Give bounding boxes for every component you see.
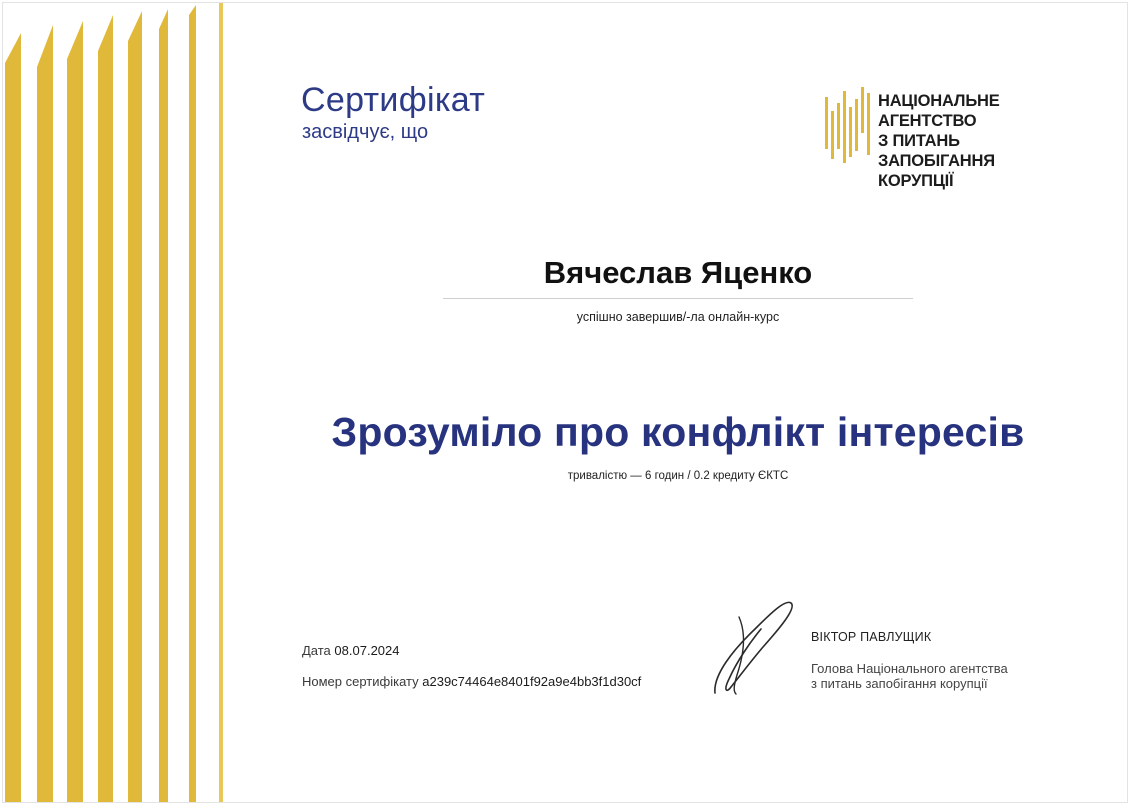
nazk-logo: [823, 85, 1063, 190]
certificate-frame: [2, 2, 1128, 803]
nazk-logo-text: [878, 91, 1063, 191]
stripe-5: [128, 11, 142, 803]
logo-text-line-2: З ПИТАНЬ ЗАПОБІГАННЯ: [878, 132, 995, 170]
logo-text-line-3: КОРУПЦІЇ: [878, 172, 954, 190]
completed-text: успішно завершив/-ла онлайн-курс: [576, 310, 780, 324]
stripe-1: [5, 33, 21, 803]
recipient-name: Вячеслав Яценко: [543, 255, 813, 290]
nazk-logo-mark-icon: [823, 85, 873, 167]
date-label: Дата: [302, 643, 331, 658]
signature-image: [703, 595, 803, 700]
stripe-line: [219, 3, 223, 803]
stripe-3: [67, 21, 83, 803]
course-title: Зрозуміло про конфлікт інтересів: [331, 409, 1025, 455]
certificate-subtitle: засвідчує, що: [302, 121, 429, 143]
date-value: 08.07.2024: [334, 643, 400, 658]
number-label: Номер сертифікату: [302, 674, 419, 689]
name-underline: [443, 298, 913, 299]
signer-role: [811, 661, 1061, 691]
signer-role-line-1: Голова Національного агентства: [811, 661, 1008, 676]
issue-date: [302, 643, 400, 658]
signer-role-line-2: з питань запобігання корупції: [811, 676, 988, 691]
certificate-title: Сертифікат: [301, 81, 486, 119]
stripe-2: [37, 25, 53, 803]
signer-name: ВІКТОР ПАВЛУЩИК: [811, 630, 932, 644]
stripe-4: [98, 15, 113, 803]
number-value: a239c74464e8401f92a9e4bb3f1d30cf: [422, 674, 642, 689]
course-duration: тривалістю — 6 годин / 0.2 кредиту ЄКТС: [567, 470, 789, 482]
logo-text-line-1: НАЦІОНАЛЬНЕ АГЕНТСТВО: [878, 92, 1000, 130]
stripe-7: [189, 5, 196, 803]
stripe-6: [159, 9, 168, 803]
decorative-gold-stripes: [3, 3, 243, 803]
certificate-number: [302, 674, 641, 689]
